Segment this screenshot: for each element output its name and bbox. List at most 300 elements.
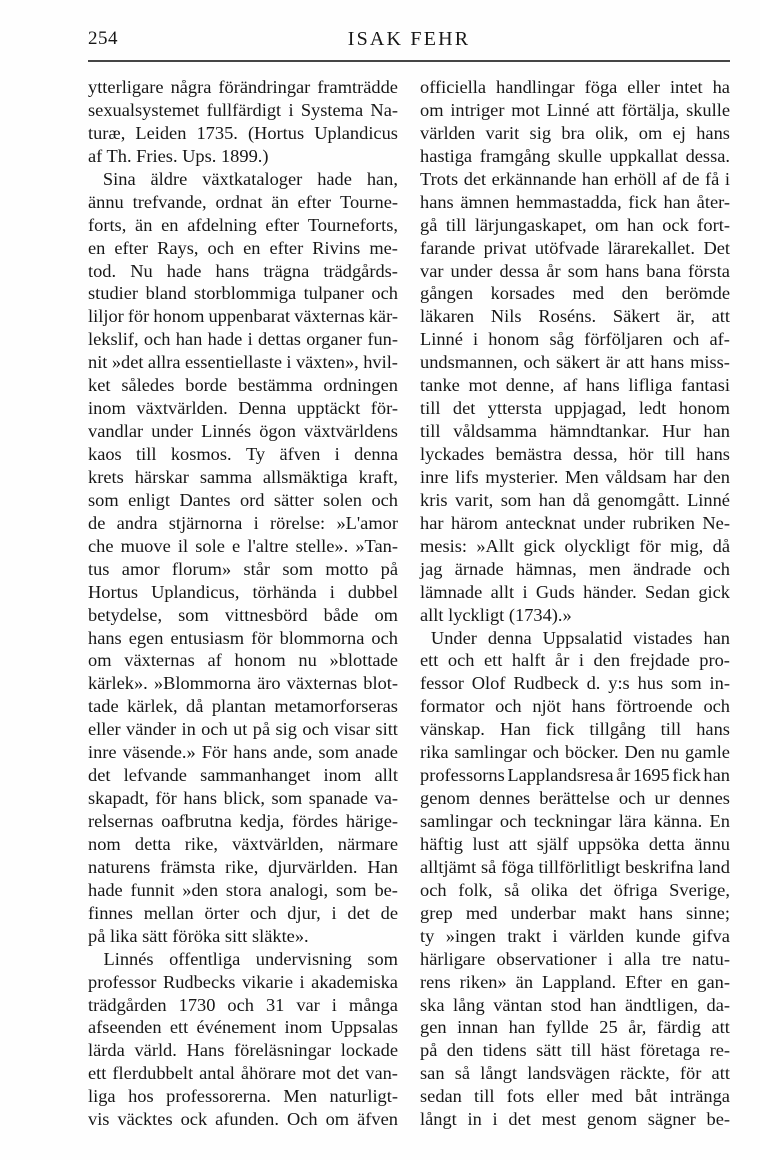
word: i bbox=[331, 902, 337, 923]
word: växternas bbox=[286, 673, 358, 694]
word: bland bbox=[145, 283, 187, 304]
word: blot- bbox=[363, 673, 398, 694]
word: dessa bbox=[499, 260, 540, 281]
word: andra bbox=[116, 512, 158, 533]
word: korsades bbox=[490, 283, 555, 304]
word: innan bbox=[457, 1017, 499, 1038]
word: lärda bbox=[88, 1040, 125, 1061]
running-head: ISAK FEHR bbox=[347, 28, 471, 50]
word: för bbox=[155, 788, 177, 809]
word: våldsamma bbox=[453, 421, 537, 442]
word: få bbox=[705, 168, 720, 189]
word: gick bbox=[698, 581, 730, 602]
word: förföljaren bbox=[584, 329, 663, 350]
word: kosmos. bbox=[170, 444, 232, 464]
text-line bbox=[88, 122, 398, 145]
word: djur, bbox=[287, 902, 321, 923]
word: än bbox=[271, 191, 289, 212]
word: fort- bbox=[697, 214, 730, 235]
folio-number: 254 bbox=[88, 28, 118, 49]
text-line bbox=[420, 122, 730, 145]
text-line bbox=[420, 925, 730, 948]
word: undervisning bbox=[255, 948, 352, 969]
text-line bbox=[88, 581, 398, 604]
word: örter bbox=[204, 902, 240, 923]
word: ska bbox=[420, 994, 445, 1015]
word: härige- bbox=[345, 811, 398, 831]
word: fick bbox=[672, 765, 701, 786]
word: Under bbox=[430, 627, 477, 648]
word: forts, bbox=[88, 214, 127, 235]
word: säkert bbox=[556, 352, 600, 373]
word: vistades bbox=[633, 627, 693, 648]
word: amor bbox=[121, 558, 160, 579]
word: intriger bbox=[450, 99, 505, 120]
word: naturligt- bbox=[329, 1086, 398, 1107]
word: afdelning bbox=[187, 214, 257, 235]
word: observationer bbox=[496, 948, 597, 969]
text-line bbox=[88, 649, 398, 672]
word: y:s bbox=[608, 673, 630, 694]
word: gen bbox=[420, 1017, 447, 1038]
word: bana bbox=[646, 260, 681, 281]
word: hans bbox=[605, 260, 640, 281]
word: allt bbox=[374, 765, 398, 786]
word: blommorna bbox=[279, 627, 365, 648]
word: och bbox=[371, 283, 398, 304]
word: Nils bbox=[490, 306, 522, 327]
word: detta bbox=[648, 833, 685, 854]
word: 1730 bbox=[178, 994, 216, 1015]
word: mig, bbox=[670, 535, 704, 556]
word: den bbox=[703, 466, 730, 487]
text-line bbox=[420, 833, 730, 856]
word: i bbox=[473, 329, 479, 350]
text-line bbox=[88, 672, 398, 695]
word: och bbox=[143, 329, 171, 350]
word: flerdubbelt bbox=[112, 1063, 194, 1084]
word: va- bbox=[374, 788, 398, 809]
word: färdig bbox=[657, 1017, 701, 1038]
word: och bbox=[523, 352, 551, 373]
word: att bbox=[711, 306, 730, 327]
word: professorns bbox=[420, 765, 505, 786]
word: han bbox=[175, 329, 203, 350]
word: är, bbox=[676, 306, 695, 327]
word: vandlar bbox=[88, 421, 144, 442]
word: gick bbox=[523, 535, 556, 556]
text-line bbox=[88, 214, 398, 237]
word: hör bbox=[628, 444, 654, 464]
word: ett bbox=[88, 1063, 107, 1084]
word: lust bbox=[472, 833, 500, 854]
word: Rivins bbox=[312, 237, 361, 258]
word: en bbox=[161, 214, 179, 235]
word: häftig bbox=[420, 833, 463, 854]
word: muove bbox=[120, 535, 171, 556]
text-line bbox=[88, 856, 398, 879]
word: njöt bbox=[532, 696, 561, 717]
word: så bbox=[504, 879, 520, 900]
word: ande, bbox=[273, 742, 313, 763]
word: Leiden bbox=[135, 122, 187, 143]
text-line bbox=[88, 1039, 398, 1062]
word: i bbox=[247, 329, 253, 350]
word: gången bbox=[420, 283, 474, 304]
word: för bbox=[679, 1063, 702, 1084]
word: sägner bbox=[647, 1109, 696, 1130]
word: som bbox=[178, 604, 209, 625]
text-line bbox=[420, 489, 730, 512]
text-line bbox=[420, 971, 730, 994]
word: entusiasm bbox=[170, 627, 245, 648]
word: Trots bbox=[420, 168, 459, 189]
word: och bbox=[672, 329, 700, 350]
word: väntan bbox=[493, 994, 543, 1015]
word: van- bbox=[365, 1063, 398, 1084]
word: de bbox=[88, 512, 106, 533]
header-rule bbox=[88, 60, 730, 62]
word: dessa, bbox=[573, 444, 618, 464]
word: finnes bbox=[88, 902, 133, 923]
word: som bbox=[271, 788, 303, 809]
text-line bbox=[420, 994, 730, 1017]
word: i bbox=[492, 1109, 498, 1130]
word: beskrifna bbox=[625, 856, 694, 877]
word: Men bbox=[565, 466, 599, 487]
word: af bbox=[207, 650, 222, 671]
word: nom bbox=[88, 833, 121, 854]
word: gå bbox=[420, 214, 438, 235]
word: ut bbox=[233, 719, 248, 740]
word: folk, bbox=[458, 879, 493, 900]
word: växtvärlden, bbox=[232, 833, 324, 854]
word: mesis: bbox=[420, 535, 468, 556]
word: tus bbox=[88, 558, 110, 579]
text-line bbox=[88, 351, 398, 374]
word: olyckligt bbox=[564, 535, 630, 556]
word: ordnat bbox=[215, 191, 263, 212]
word: sig bbox=[529, 122, 552, 143]
word: tidens bbox=[482, 1040, 527, 1061]
word: Lappland. bbox=[542, 971, 617, 992]
word: uppsöka bbox=[577, 833, 640, 854]
word: lämnade bbox=[420, 581, 483, 602]
word: främsta bbox=[160, 856, 216, 877]
word: alltjämt bbox=[420, 856, 477, 877]
word: »blottade bbox=[329, 650, 398, 671]
word: under bbox=[583, 512, 626, 533]
word: i bbox=[607, 948, 613, 969]
word: och bbox=[201, 719, 228, 740]
word: 25 bbox=[599, 1017, 618, 1038]
word: framgång bbox=[479, 145, 551, 166]
word: (Hortus bbox=[247, 122, 305, 143]
word: en bbox=[243, 237, 261, 258]
word: mot bbox=[302, 1063, 331, 1084]
word: han bbox=[508, 1017, 536, 1038]
word: anade bbox=[355, 742, 398, 763]
word: fyllde bbox=[545, 1017, 589, 1038]
text-line bbox=[420, 558, 730, 581]
word: i bbox=[578, 650, 584, 671]
word: betydelse, bbox=[88, 604, 163, 625]
word: efter bbox=[269, 237, 304, 258]
word: lockade bbox=[340, 1040, 398, 1061]
word: handlingar bbox=[496, 77, 575, 97]
word: ordningen bbox=[323, 375, 398, 396]
word: till bbox=[571, 1040, 592, 1061]
word: i bbox=[253, 512, 259, 533]
word: växten», bbox=[295, 352, 359, 373]
word: varit, bbox=[454, 489, 494, 510]
word: honom bbox=[678, 398, 730, 419]
word: han, bbox=[366, 168, 398, 189]
word: florum» bbox=[171, 558, 232, 579]
word: och bbox=[447, 650, 475, 671]
text-line bbox=[88, 237, 398, 260]
word: härom bbox=[450, 512, 498, 533]
word: Uppsalatid bbox=[542, 627, 623, 648]
word: han bbox=[663, 191, 691, 212]
word: Olof bbox=[471, 673, 506, 694]
word: funnit bbox=[130, 879, 175, 900]
word: »det bbox=[111, 352, 144, 373]
word: för- bbox=[370, 398, 398, 419]
word: i bbox=[522, 581, 528, 602]
text-line bbox=[88, 305, 398, 328]
word: afunden. bbox=[215, 1109, 279, 1130]
word: gifva bbox=[692, 925, 730, 946]
word: af bbox=[662, 168, 677, 189]
word: honom bbox=[153, 306, 205, 327]
word: han bbox=[627, 214, 654, 235]
word: fördes bbox=[292, 811, 338, 831]
word: hämnas, bbox=[515, 558, 577, 579]
word: känna. bbox=[653, 811, 703, 831]
text-line bbox=[420, 810, 730, 833]
word: uppjagad, bbox=[554, 398, 627, 419]
word: Sina bbox=[102, 168, 136, 189]
word: dubbel bbox=[347, 581, 398, 602]
word: gamle bbox=[685, 742, 730, 763]
word: skapadt, bbox=[88, 788, 149, 809]
word: bestämma bbox=[237, 375, 313, 396]
word: sexualsystemet bbox=[88, 99, 200, 120]
word: kunde bbox=[635, 925, 681, 946]
word: ett bbox=[169, 1017, 189, 1038]
word: allra bbox=[147, 352, 181, 373]
word: för bbox=[127, 306, 150, 327]
word: då bbox=[572, 489, 591, 510]
word: stod bbox=[550, 994, 582, 1015]
text-line bbox=[420, 1108, 730, 1131]
word: år bbox=[616, 765, 631, 786]
word: rörelse: bbox=[270, 512, 326, 533]
word: mysterier. bbox=[485, 466, 559, 487]
word: och bbox=[302, 719, 329, 740]
word: relsernas bbox=[88, 811, 154, 831]
word: tulpaner bbox=[303, 283, 364, 304]
word: kraft, bbox=[358, 466, 398, 487]
word: räckte, bbox=[620, 1063, 670, 1084]
word: åhörare bbox=[240, 1063, 297, 1084]
text-line bbox=[420, 351, 730, 374]
word: olik, bbox=[595, 122, 629, 143]
word: var bbox=[420, 260, 444, 281]
text-line bbox=[88, 1016, 398, 1039]
word: landsvägen bbox=[527, 1063, 610, 1084]
word: Det bbox=[703, 237, 730, 258]
word: har bbox=[673, 466, 697, 487]
word: stjärnorna bbox=[168, 512, 243, 533]
word: Dantes bbox=[179, 489, 231, 510]
word: Rudbeck bbox=[513, 673, 579, 694]
word: ärnade bbox=[454, 558, 504, 579]
word: hans bbox=[696, 122, 730, 143]
word: som bbox=[88, 489, 119, 510]
word: trädgårds- bbox=[323, 260, 398, 281]
word: eller bbox=[546, 1086, 580, 1107]
word: ändtligen, bbox=[624, 994, 698, 1015]
word: krets bbox=[88, 466, 124, 487]
word: och bbox=[371, 627, 398, 648]
word: händer. bbox=[583, 581, 637, 602]
word: han bbox=[703, 765, 730, 786]
word: har bbox=[420, 512, 444, 533]
word: växtvärldens bbox=[304, 421, 398, 442]
word: ännu bbox=[88, 191, 124, 212]
word: inre bbox=[88, 742, 117, 763]
word: tanke bbox=[420, 375, 460, 396]
text-line bbox=[88, 627, 398, 650]
text-column-left bbox=[88, 76, 398, 1131]
word: förtälja, bbox=[621, 99, 680, 120]
word: hastiga bbox=[420, 145, 473, 166]
text-line bbox=[420, 948, 730, 971]
word: många bbox=[348, 994, 398, 1015]
word: studier bbox=[88, 283, 139, 304]
word: trefvande, bbox=[132, 191, 207, 212]
word: år, bbox=[628, 1017, 647, 1038]
text-line bbox=[88, 443, 398, 466]
word: den bbox=[621, 283, 649, 304]
word: berömde bbox=[665, 283, 730, 304]
word: Rudbecks bbox=[162, 971, 236, 992]
text-line bbox=[88, 535, 398, 558]
word: växtvärlden. bbox=[136, 398, 228, 419]
word: hvil- bbox=[363, 352, 398, 373]
word: åter- bbox=[696, 191, 730, 212]
word: i bbox=[299, 971, 305, 992]
word: naturens bbox=[88, 856, 151, 877]
word: in- bbox=[709, 673, 730, 694]
word: olika bbox=[531, 879, 568, 900]
word: ock bbox=[662, 214, 689, 235]
text-line bbox=[420, 695, 730, 718]
word: äfven bbox=[357, 1109, 398, 1130]
word: sammanhanget bbox=[200, 765, 311, 786]
text-line bbox=[88, 512, 398, 535]
text-line bbox=[420, 99, 730, 122]
word: både bbox=[323, 604, 359, 625]
word: mellan bbox=[143, 902, 194, 923]
word: att bbox=[596, 99, 615, 120]
word: växternas bbox=[294, 306, 365, 327]
word: Uppsalas bbox=[330, 1017, 398, 1038]
word: inre bbox=[420, 466, 449, 487]
word: makt bbox=[589, 902, 626, 923]
text-line bbox=[88, 191, 398, 214]
word: som bbox=[335, 879, 367, 900]
text-line bbox=[420, 512, 730, 535]
word: till bbox=[445, 214, 467, 235]
word: sätt bbox=[536, 1040, 562, 1061]
word: pro- bbox=[699, 650, 730, 671]
word: Efter bbox=[625, 971, 662, 992]
word: år bbox=[546, 260, 561, 281]
word: törhända bbox=[252, 581, 317, 602]
word: e bbox=[232, 535, 241, 556]
word: visar bbox=[334, 719, 371, 740]
text-line bbox=[420, 879, 730, 902]
word: som bbox=[282, 558, 314, 579]
word: vikarie bbox=[241, 971, 294, 992]
word: lifs bbox=[455, 466, 479, 487]
word: ty bbox=[420, 925, 435, 946]
word: sätter bbox=[273, 489, 314, 510]
word: väcktes bbox=[117, 1109, 173, 1130]
word: erkännande bbox=[491, 168, 577, 189]
word: den bbox=[446, 1040, 474, 1061]
word: solen bbox=[323, 489, 362, 510]
word: oafbrutna bbox=[161, 811, 232, 831]
word: står bbox=[243, 558, 271, 579]
word: efter bbox=[265, 214, 300, 235]
word: öfriga bbox=[613, 879, 658, 900]
word: och bbox=[618, 788, 646, 809]
word: värld. bbox=[134, 1040, 177, 1061]
text-line bbox=[88, 466, 398, 489]
word: hans bbox=[585, 375, 620, 396]
word: han bbox=[581, 168, 609, 189]
word: hans bbox=[88, 627, 122, 648]
word: med bbox=[465, 902, 498, 923]
word: uppenbarat bbox=[208, 306, 291, 327]
word: djurvärlden. bbox=[268, 856, 358, 877]
text-line bbox=[420, 76, 730, 99]
word: hade bbox=[88, 879, 123, 900]
word: med bbox=[572, 283, 605, 304]
word: dessa. bbox=[685, 145, 730, 166]
text-line bbox=[420, 535, 730, 558]
word: Lapplandsresa bbox=[507, 765, 614, 786]
word: Säkert bbox=[612, 306, 660, 327]
word: blick, bbox=[223, 788, 265, 809]
text-line: allt lyckligt (1734).» bbox=[420, 604, 572, 625]
word: närmare bbox=[337, 833, 398, 854]
word: Denna bbox=[238, 398, 287, 419]
word: lyckades bbox=[420, 444, 485, 464]
word: af bbox=[562, 375, 578, 396]
word: fick bbox=[628, 191, 657, 212]
word: lekslif, bbox=[88, 329, 139, 350]
word: för bbox=[639, 535, 661, 556]
text-line bbox=[88, 168, 398, 191]
word: ord bbox=[239, 489, 265, 510]
word: långt bbox=[420, 1109, 457, 1130]
word: tillförlitligt bbox=[538, 856, 621, 877]
